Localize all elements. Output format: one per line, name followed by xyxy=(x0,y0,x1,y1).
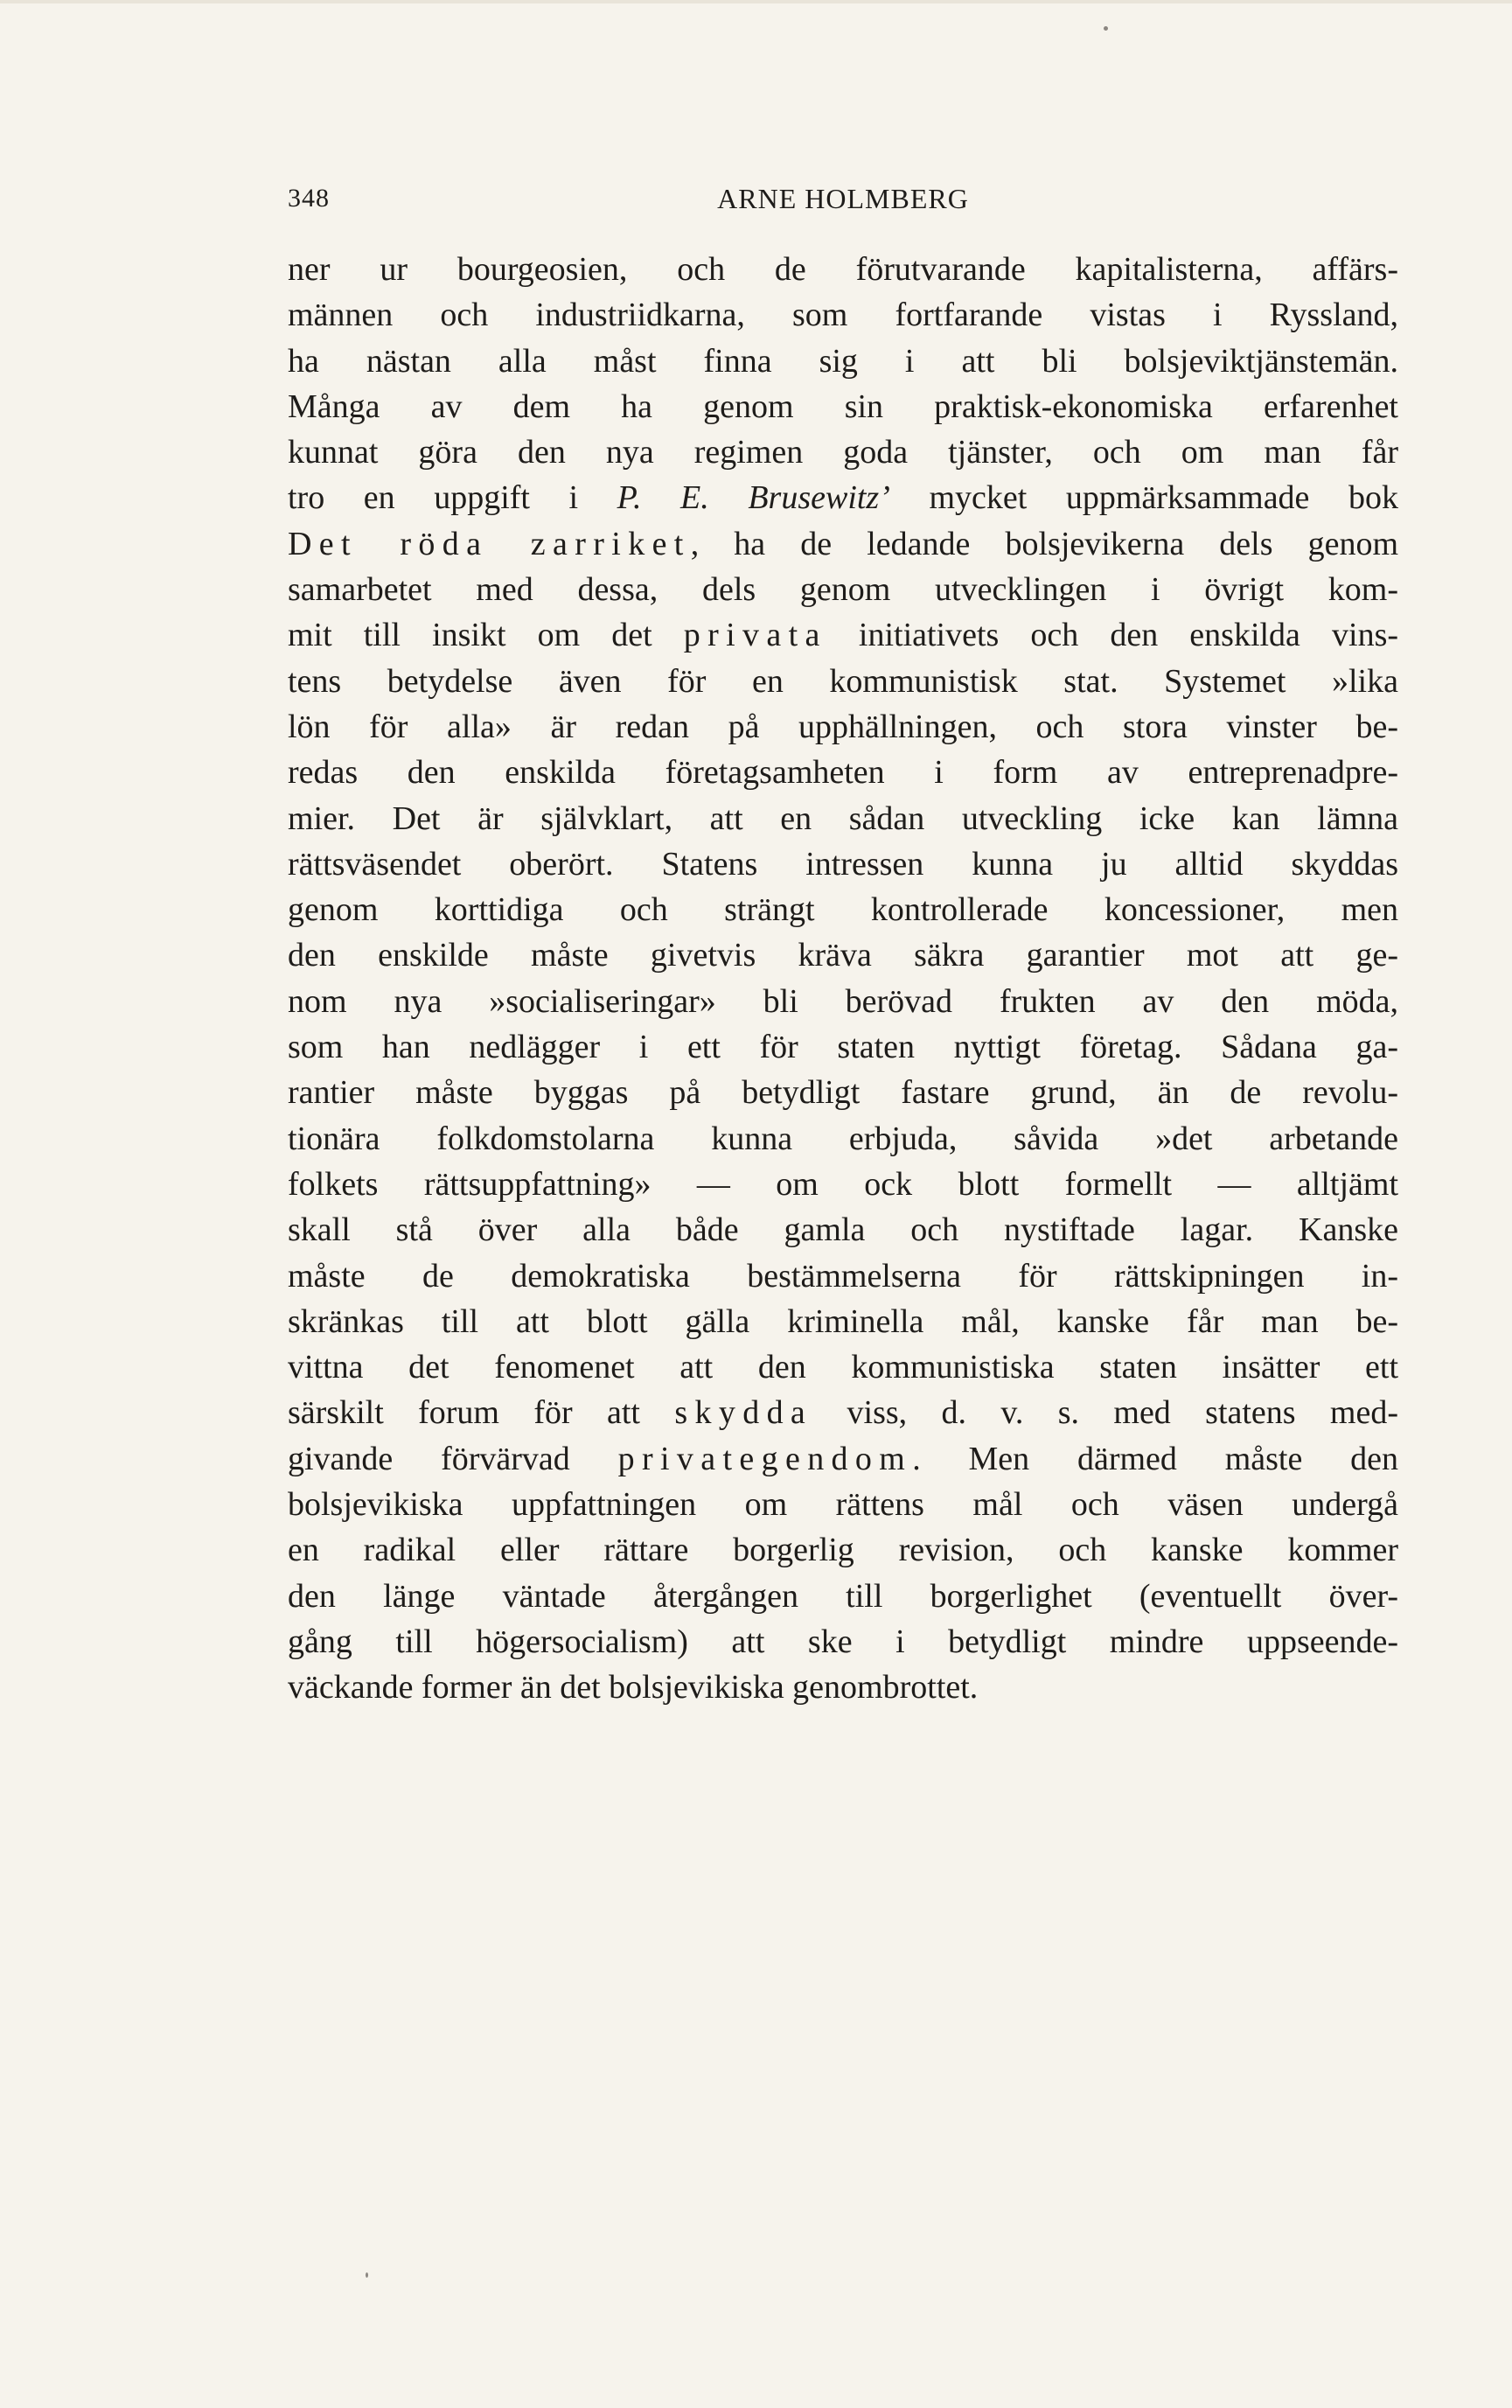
text-segment: , ha de ledande bolsjevikerna dels genom xyxy=(690,525,1398,562)
text-line: folkets rättsuppfattning» — om ock blott formellt — alltjämt xyxy=(288,1165,1398,1203)
text-line: väckande former än det bolsjevikiska genombrottet. xyxy=(288,1669,979,1707)
paper-speck xyxy=(366,2272,368,2278)
paper-speck xyxy=(1104,26,1108,31)
author-name: Brusewitz’ xyxy=(748,479,890,517)
text-line xyxy=(288,1436,1398,1482)
text-line: tionära folkdomstolarna kunna erbjuda, såvida »det arbetande xyxy=(288,1120,1398,1157)
page-edge xyxy=(0,0,1512,3)
page-header xyxy=(288,181,1398,216)
text-segment: mycket uppmärksammade bok xyxy=(929,479,1398,517)
text-line xyxy=(288,521,1398,567)
text-line xyxy=(288,1390,1398,1435)
text-line: männen och industriidkarna, som fortfarande vistas i Ryssland, xyxy=(288,297,1398,334)
text-line: samarbetet med dessa, dels genom utvecklingen i övrigt kom- xyxy=(288,571,1398,609)
text-line: en radikal eller rättare borgerlig revision, och kanske kommer xyxy=(288,1532,1398,1569)
text-line: mier. Det är självklart, att en sådan utveckling icke kan lämna xyxy=(288,799,1398,837)
text-segment: viss, d. v. s. med statens med- xyxy=(847,1394,1398,1432)
emphasis-privata: privata xyxy=(683,617,827,654)
text-segment: tro en uppgift i xyxy=(288,479,579,517)
running-head: ARNE HOLMBERG xyxy=(717,183,969,214)
text-segment: givande förvärvad xyxy=(288,1440,570,1477)
text-line: rantier måste byggas på betydligt fastare grund, än de revolu- xyxy=(288,1074,1398,1112)
text-line: vittna det fenomenet att den kommunistiska staten insätter ett xyxy=(288,1349,1398,1386)
text-line: den enskilde måste givetvis kräva säkra garantier mot att ge- xyxy=(288,937,1398,974)
text-line: kunnat göra den nya regimen goda tjänster, och om man får xyxy=(288,434,1398,471)
text-line: redas den enskilda företagsamheten i form av entreprenadpre- xyxy=(288,754,1398,792)
text-line: måste de demokratiska bestämmelserna för rättskipningen in- xyxy=(288,1257,1398,1295)
text-line: gång till högersocialism) att ske i betydligt mindre uppseende- xyxy=(288,1623,1398,1660)
text-line: bolsjevikiska uppfattningen om rättens mål och väsen undergå xyxy=(288,1486,1398,1524)
body-text xyxy=(288,247,1398,1711)
text-segment: mit till insikt om det xyxy=(288,617,652,654)
text-line: skränkas till att blott gälla kriminella mål, kanske får man be- xyxy=(288,1302,1398,1340)
text-line xyxy=(288,612,1398,658)
text-line: som han nedlägger i ett för staten nyttigt företag. Sådana ga- xyxy=(288,1029,1398,1066)
text-line xyxy=(288,475,1398,520)
page-number: 348 xyxy=(288,184,330,213)
text-line: ner ur bourgeosien, och de förutvarande kapitalisterna, affärs- xyxy=(288,251,1398,288)
text-line: ha nästan alla måst finna sig i att bli bolsjeviktjänstemän. xyxy=(288,342,1398,380)
book-title: Det röda zarriket xyxy=(288,525,691,562)
author-initials: P. E. xyxy=(617,479,709,517)
emphasis-skydda: skydda xyxy=(674,1394,813,1432)
text-line: rättsväsendet oberört. Statens intressen kunna ju alltid skyddas xyxy=(288,845,1398,883)
text-line: Många av dem ha genom sin praktisk-ekonomiska erfarenhet xyxy=(288,387,1398,425)
text-line: skall stå över alla både gamla och nystiftade lagar. Kanske xyxy=(288,1211,1398,1249)
text-segment: initiativets och den enskilda vins- xyxy=(858,617,1398,654)
text-line: den länge väntade återgången till borgerlighet (eventuellt över- xyxy=(288,1577,1398,1615)
text-line: genom korttidiga och strängt kontrollerade koncessioner, men xyxy=(288,891,1398,929)
emphasis-privategendom: privategendom xyxy=(617,1440,913,1477)
text-segment: särskilt forum för att xyxy=(288,1394,640,1432)
text-line: tens betydelse även för en kommunistisk stat. Systemet »lika xyxy=(288,662,1398,700)
text-line: lön för alla» är redan på upphällningen, och stora vinster be- xyxy=(288,708,1398,745)
text-segment: . Men därmed måste den xyxy=(912,1440,1398,1477)
text-line: nom nya »socialiseringar» bli berövad frukten av den möda, xyxy=(288,982,1398,1020)
